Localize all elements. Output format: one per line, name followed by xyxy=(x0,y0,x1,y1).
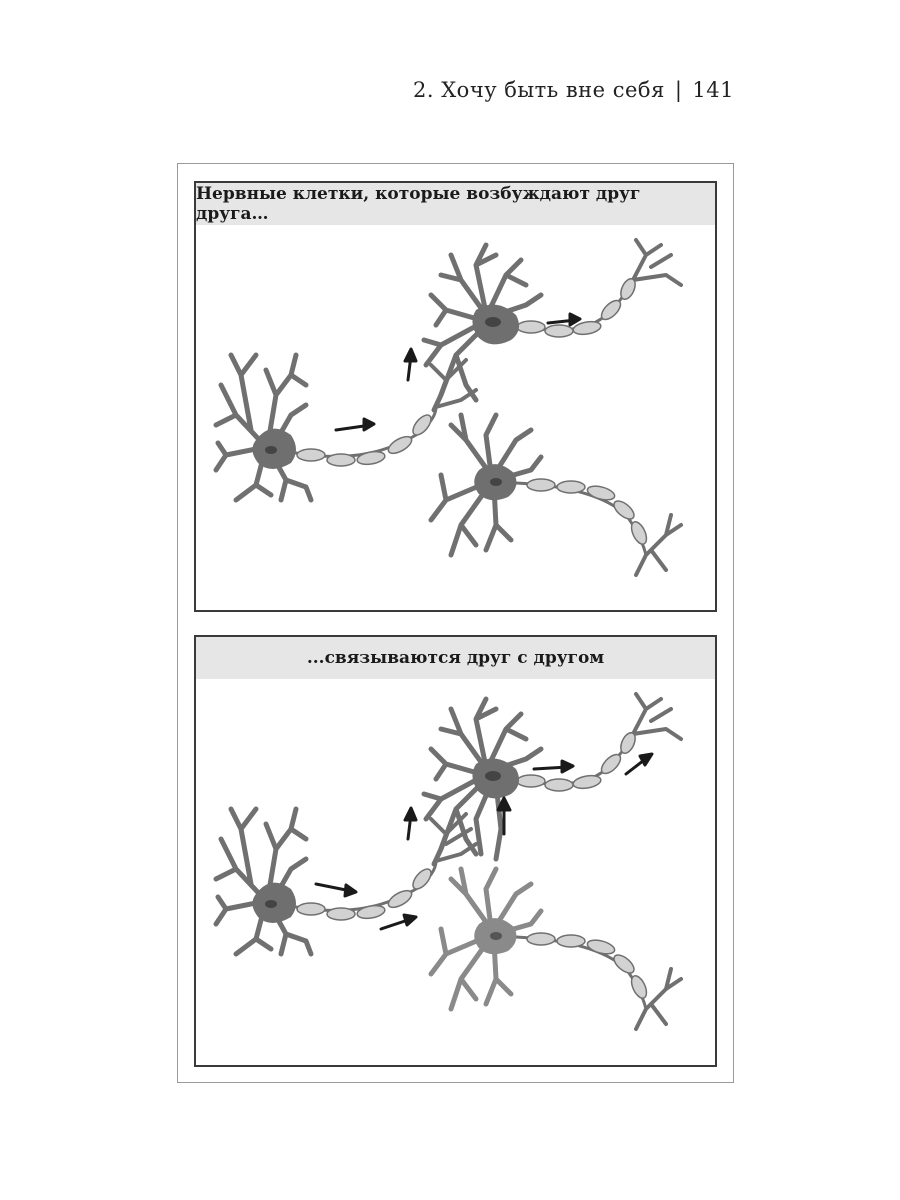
figure-panel-connect xyxy=(194,635,717,1067)
panel-title: ...связываются друг с другом xyxy=(196,637,715,679)
header-separator: | xyxy=(674,78,683,102)
chapter-title: 2. Хочу быть вне себя xyxy=(413,78,665,102)
signal-arrows xyxy=(336,314,580,430)
neuron-somas xyxy=(252,759,519,955)
figure-panel-excite xyxy=(194,181,717,612)
neuron-illustration-excite xyxy=(196,225,715,610)
neuron-left-dendrites xyxy=(216,809,311,954)
page-number: 141 xyxy=(692,78,734,102)
neuron-illustration-connect xyxy=(196,679,715,1065)
running-head xyxy=(413,78,734,102)
figure-frame xyxy=(177,163,734,1083)
neuron-somas xyxy=(252,305,519,501)
neuron-left-dendrites xyxy=(216,355,311,500)
panel-title: Нервные клетки, которые возбуждают друг друга… xyxy=(196,183,715,225)
